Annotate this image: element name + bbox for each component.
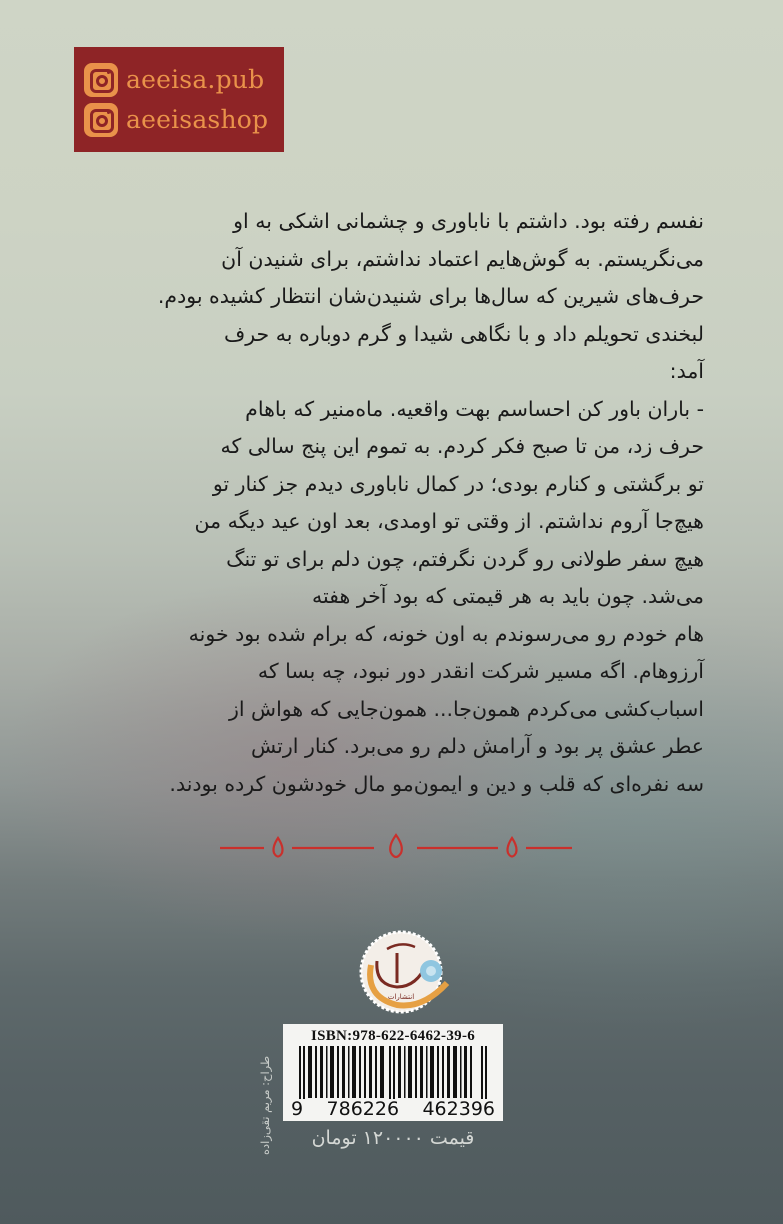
instagram-handle: aeeisashop [126,105,269,134]
aeeisa-publisher-logo-icon [357,925,451,1019]
blurb-line: سه نفره‌ای که قلب و دین و ایمون‌مو مال خودشون کرده بودند. [169,771,704,796]
blurb-line: هیچ سفر طولانی رو گردن نگرفتم، چون دلم برای تو تنگ [226,546,704,571]
barcode-digit-prefix: 9 [291,1098,304,1120]
social-row-pub [84,63,284,97]
social-handles-box [74,47,284,152]
blurb-line: آرزوهام. اگه مسیر شرکت انقدر دور نبود، چه بسا که [257,659,704,683]
isbn-text: ISBN:978-622-6462-39-6 [310,1028,476,1044]
social-row-shop [84,103,284,137]
instagram-icon [84,63,118,97]
blurb-line: می‌شد. چون باید به هر قیمتی که بود آخر هفته [311,584,704,608]
blurb-line: اسباب‌کشی می‌کردم همون‌جا... همون‌جایی که هواش از [228,696,704,721]
ornamental-divider [220,833,572,863]
instagram-handle: aeeisa.pub [126,65,265,94]
blurb-line: نفسم رفته بود. داشتم با ناباوری و چشمانی اشکی به او [233,209,704,233]
barcode-digits [289,1099,497,1119]
barcode-digits-right: 462396 [422,1098,495,1120]
instagram-icon [84,103,118,137]
price-label: قیمت ۱۲۰۰۰۰ تومان [311,1127,475,1149]
blurb-line: - باران باور کن احساسم بهت واقعیه. ماه‌منیر که باهام [245,396,704,421]
teardrop-ornament-icon [508,838,517,857]
blurb-line: می‌نگریستم. به گوش‌هایم اعتماد نداشتم، برای شنیدن آن [221,246,704,271]
blurb-line: حرف زد، من تا صبح فکر کردم. به تموم این پنج سالی که [220,434,704,458]
blurb-line: آمد: [669,359,704,383]
designer-credit: طراح: مریم تقی‌زاده [258,1055,272,1155]
teardrop-ornament-icon [390,835,402,857]
blurb-line: هیچ‌جا آروم نداشتم. از وقتی تو اومدی، بعد اون عید دیگه من [194,509,704,533]
svg-text:انتشارات: انتشارات [387,993,415,1001]
blurb-line: لبخندی تحویلم داد و با نگاهی شیدا و گرم دوباره به حرف [223,321,704,346]
teardrop-ornament-icon [274,838,283,857]
barcode-digits-middle: 786226 [326,1098,400,1120]
blurb-line: حرف‌های شیرین که سال‌ها برای شنیدن‌شان انتظار کشیده بودم. [157,284,704,308]
isbn-barcode [283,1024,503,1121]
blurb-line: هام خودم رو می‌رسوندم به اون خونه، که برام شده بود خونه [188,621,704,646]
blurb-line: تو برگشتی و کنارم بودی؛ در کمال ناباوری دیدم جز کنار تو [212,471,704,496]
blurb-line: عطر عشق پر بود و آرامش دلم رو می‌برد. کنار ارتش [251,734,704,758]
back-cover-blurb [150,203,704,803]
